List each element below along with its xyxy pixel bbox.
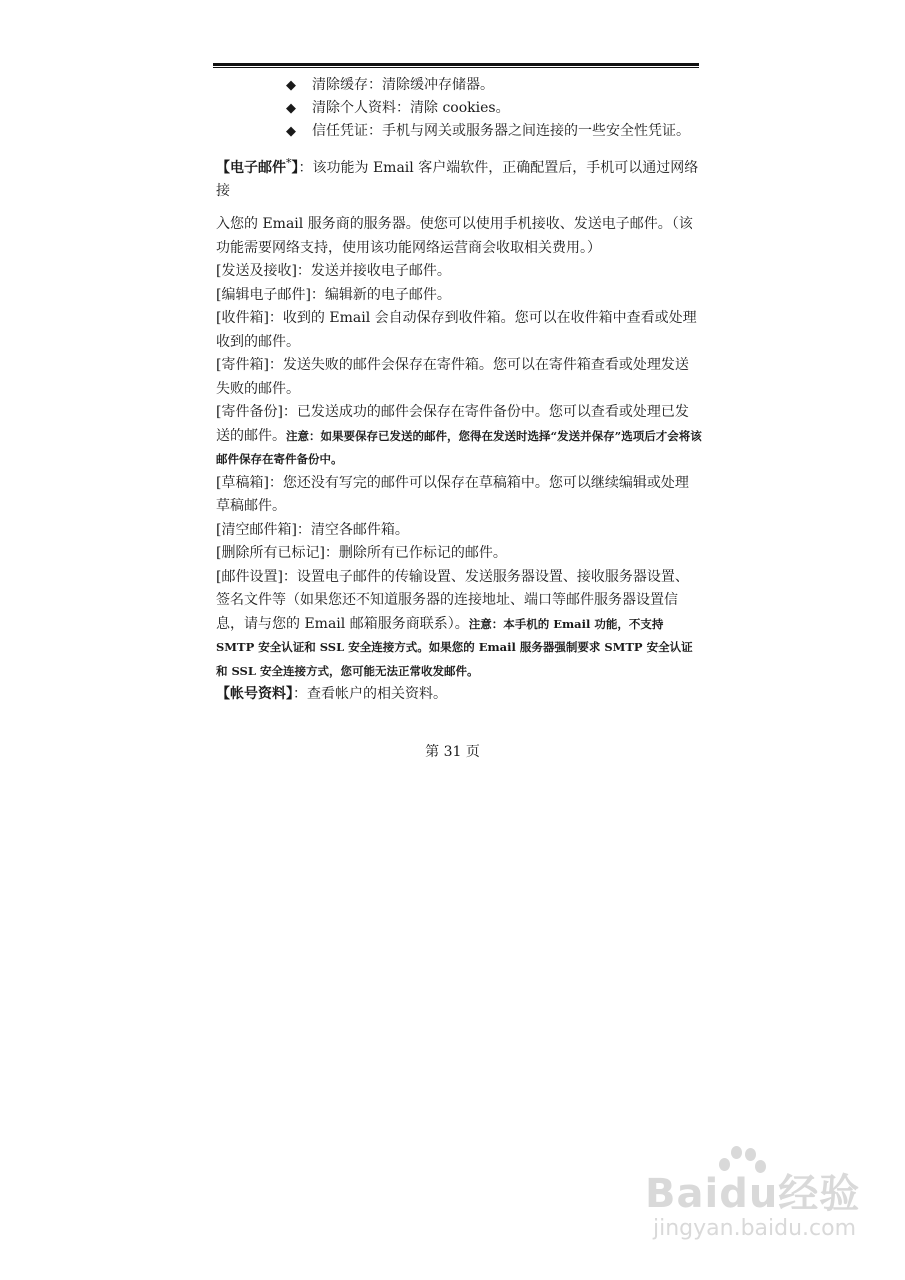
bullet-item <box>216 120 702 143</box>
diamond-bullet-icon: ◆ <box>286 78 296 93</box>
header-rule-thin <box>213 67 699 68</box>
sent-text: [寄件备份]：已发送成功的邮件会保存在寄件备份中。您可以查看或处理已发送的邮件。 <box>216 404 689 444</box>
menu-item-send-receive: [发送及接收]：发送并接收电子邮件。 <box>216 263 451 279</box>
diamond-bullet-icon: ◆ <box>286 124 296 139</box>
email-intro-line1: ：该功能为 Email 客户端软件，正确配置后，手机可以通过网络接 <box>216 160 699 199</box>
header-rule-thick <box>213 63 699 66</box>
menu-item-sent <box>216 401 702 472</box>
bullet-item <box>216 74 702 97</box>
bullet-text: 信任凭证：手机与网关或服务器之间连接的一些安全性凭证。 <box>312 123 690 139</box>
account-heading: 【帐号资料】 <box>216 686 293 702</box>
email-intro-rest: 入您的 Email 服务商的服务器。使您可以使用手机接收、发送电子邮件。（该功能需要网络支持，使用该功能网络运营商会收取相关费用。） <box>216 216 693 256</box>
watermark-logo-text: Baidu经验 <box>645 1171 861 1217</box>
email-heading-close: 】 <box>291 160 299 176</box>
bullet-text: 清除缓存：清除缓冲存储器。 <box>312 77 494 93</box>
page-content <box>216 74 702 707</box>
account-section <box>216 683 702 707</box>
diamond-bullet-icon: ◆ <box>286 101 296 116</box>
page-number: 第 31 页 <box>425 744 480 760</box>
menu-item-empty-boxes: [清空邮件箱]：清空各邮件箱。 <box>216 521 409 538</box>
bullet-text: 清除个人资料：清除 cookies。 <box>312 100 510 116</box>
settings-text: [邮件设置]：设置电子邮件的传输设置、发送服务器设置、接收服务器设置、签名文件等（如果您还不知道服务器的连接地址、端口等邮件服务器设置信息，请与您的 Email 邮箱服务商联系）。 <box>216 568 689 632</box>
sent-note: 注意：如果要保存已发送的邮件，您得在发送时选择“发送并保存”选项后才会将该邮件保存在寄件备份中。 <box>216 428 702 466</box>
menu-item-delete-marked: [删除所有已标记]：删除所有已作标记的邮件。 <box>216 545 507 561</box>
settings-note: 注意：本手机的 Email 功能，不支持 SMTP 安全认证和 SSL 安全连接方式。如果您的 Email 服务器强制要求 SMTP 安全认证和 SSL 安全连接方式，您可能无法正常收发邮件。 <box>216 616 693 678</box>
menu-item-mail-settings <box>216 566 702 684</box>
email-section-heading <box>216 157 702 203</box>
baidu-jingyan-watermark <box>645 1140 875 1260</box>
menu-item-inbox: [收件箱]：收到的 Email 会自动保存到收件箱。您可以在收件箱中查看或处理收到的邮件。 <box>216 310 697 350</box>
menu-item-drafts: [草稿箱]：您还没有写完的邮件可以保存在草稿箱中。您可以继续编辑或处理草稿邮件。 <box>216 474 689 514</box>
bullet-item <box>216 97 702 120</box>
email-heading-open: 【电子邮件 <box>216 160 286 176</box>
account-text: ：查看帐户的相关资料。 <box>293 686 447 702</box>
menu-item-compose: [编辑电子邮件]：编辑新的电子邮件。 <box>216 286 451 303</box>
watermark-url: jingyan.baidu.com <box>653 1216 857 1241</box>
menu-item-outbox: [寄件箱]：发送失败的邮件会保存在寄件箱。您可以在寄件箱查看或处理发送失败的邮件。 <box>216 357 689 397</box>
email-heading-star: * <box>286 156 292 170</box>
